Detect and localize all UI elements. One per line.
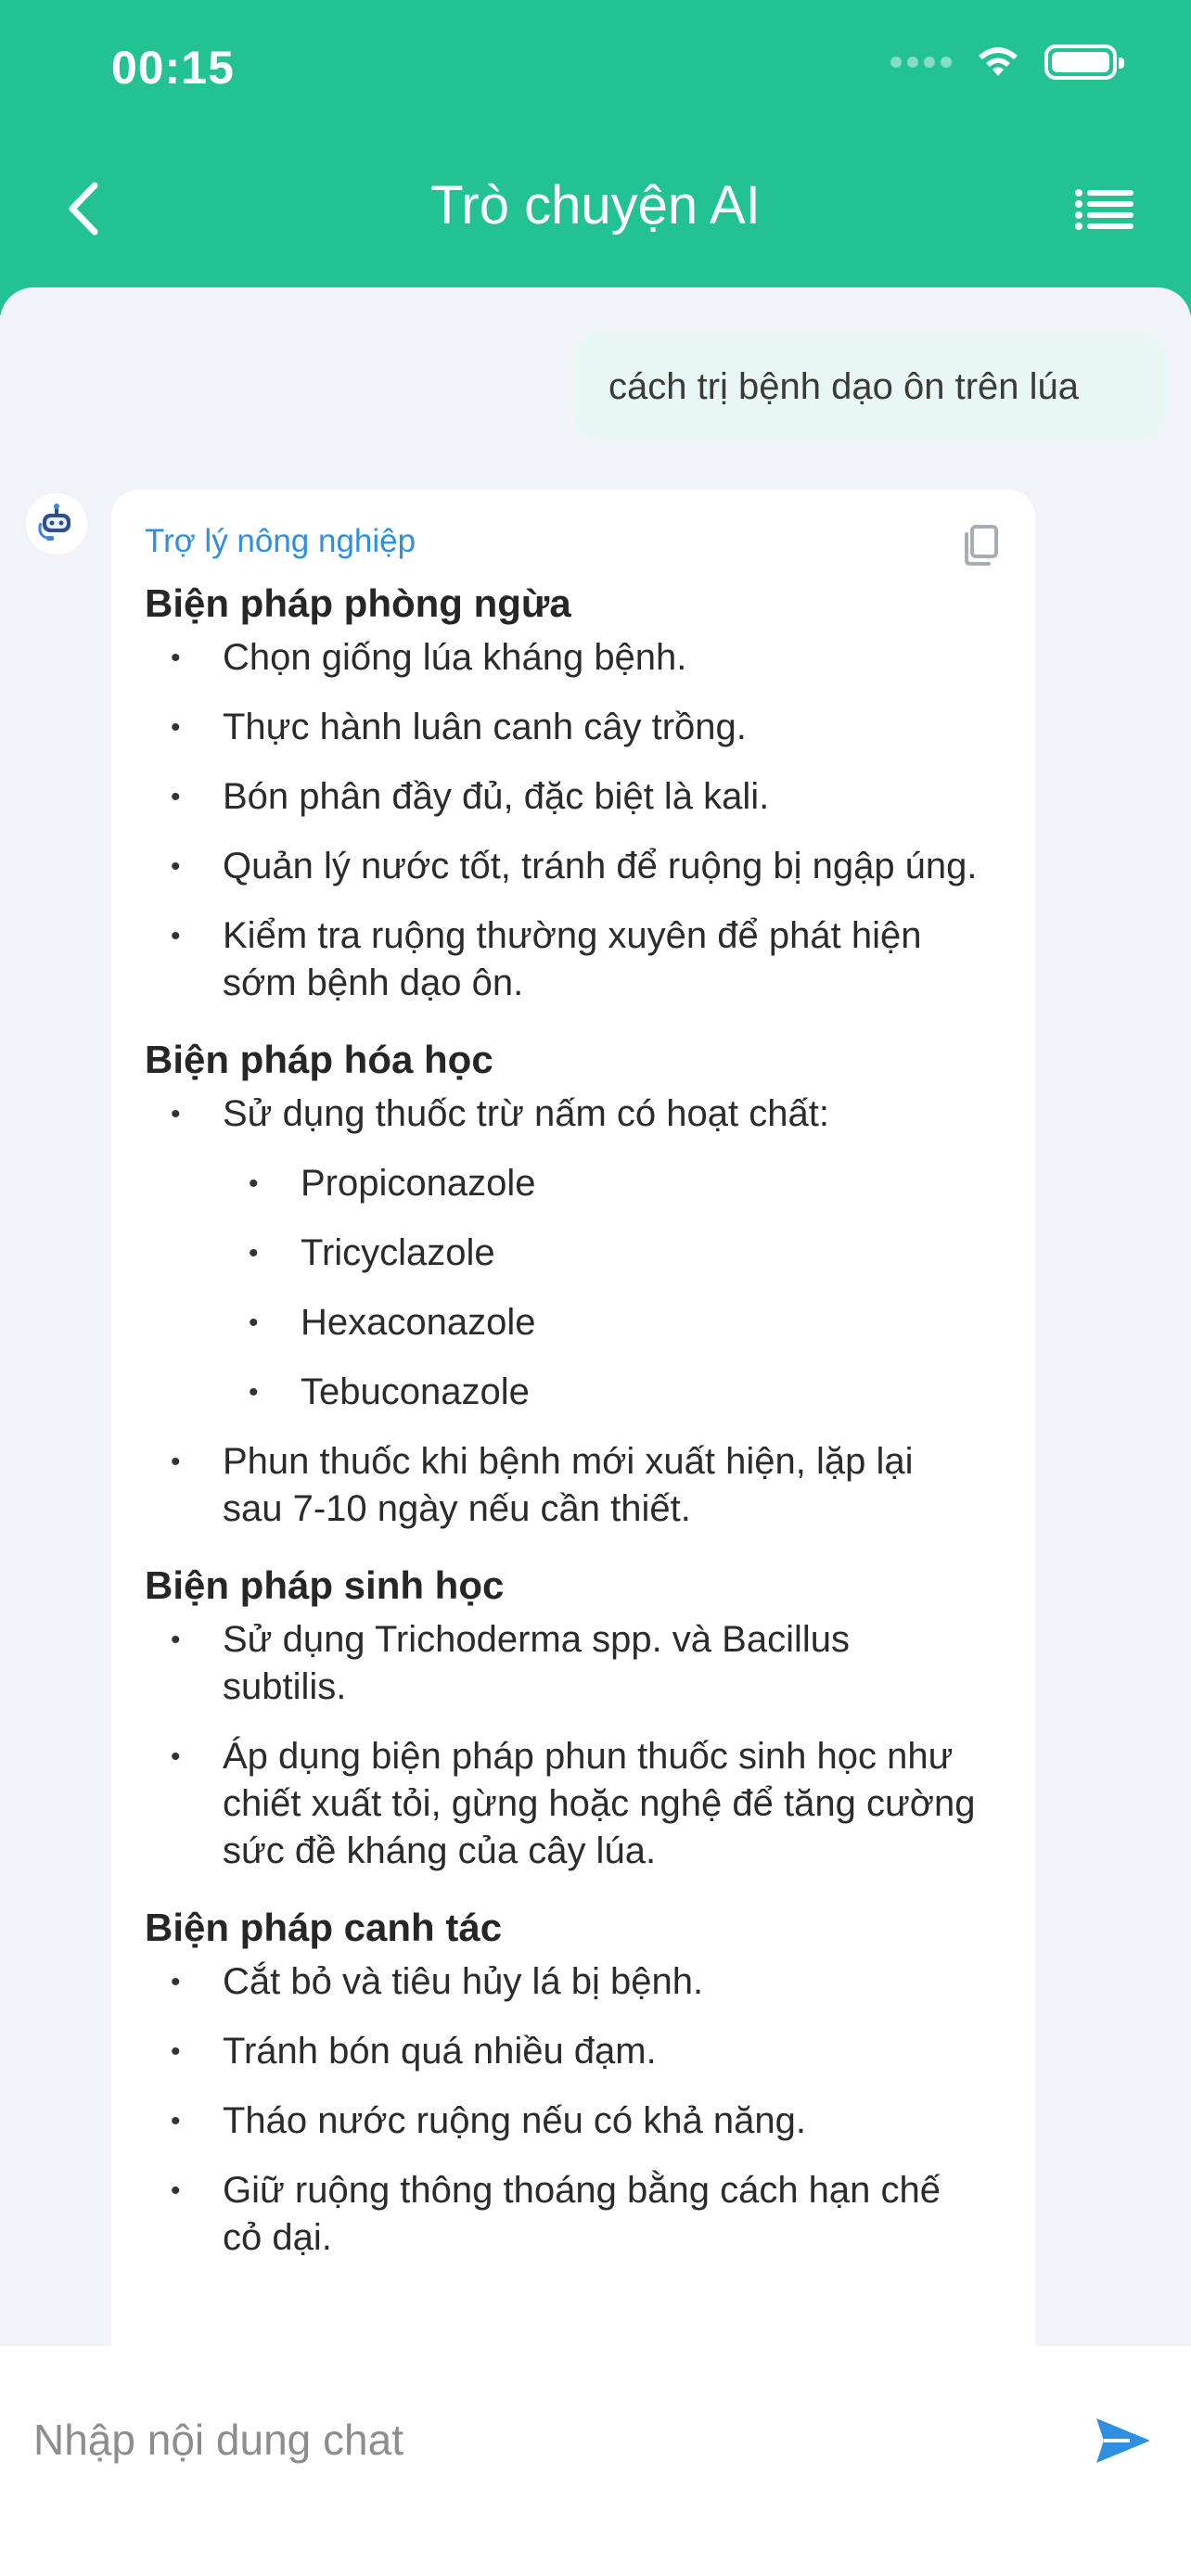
section-title: Biện pháp hóa học (145, 1038, 493, 1081)
copy-button[interactable] (959, 523, 1000, 567)
chat-area[interactable] (0, 287, 1191, 2346)
section-title: Biện pháp phòng ngừa (145, 581, 571, 625)
robot-icon (33, 501, 80, 547)
user-message-bubble (573, 332, 1167, 441)
list-item: • Bón phân đầy đủ, đặc biệt là kali. (145, 773, 1002, 821)
list-item: • Giữ ruộng thông thoáng bằng cách hạn chế cỏ dại. (145, 2167, 1002, 2262)
list-item: • Quản lý nước tốt, tránh để ruộng bị ngập úng. (145, 843, 1002, 890)
chat-input-bar (0, 2346, 1191, 2576)
wifi-icon (976, 45, 1020, 80)
send-icon (1093, 2413, 1154, 2468)
sub-bullet-list (145, 1160, 1002, 1416)
list-item: • Kiểm tra ruộng thường xuyên để phát hiện sớm bệnh dạo ôn. (145, 912, 1002, 1007)
copy-icon (959, 523, 1000, 567)
page-title: Trò chuyện AI (430, 175, 761, 236)
sub-list-item: • Propiconazole (145, 1160, 1002, 1207)
user-message-text: cách trị bệnh dạo ôn trên lúa (608, 365, 1080, 407)
battery-icon (1044, 45, 1117, 80)
cellular-signal-icon (890, 57, 952, 68)
sub-list-item: • Tebuconazole (145, 1369, 1002, 1416)
sub-list-item: • Hexaconazole (145, 1299, 1002, 1346)
assistant-message-card (111, 490, 1035, 2346)
list-item: • Phun thuốc khi bệnh mới xuất hiện, lặp lại sau 7-10 ngày nếu cần thiết. (145, 1438, 1002, 1533)
send-button[interactable] (1093, 2413, 1154, 2468)
bullet-list (145, 1958, 1002, 2262)
assistant-avatar (26, 493, 87, 555)
bullet-list (145, 1090, 1002, 1138)
section-title: Biện pháp canh tác (145, 1906, 503, 1949)
chat-input[interactable] (33, 2389, 1054, 2491)
list-item: • Tránh bón quá nhiều đạm. (145, 2028, 1002, 2075)
sub-list-item: • Tricyclazole (145, 1230, 1002, 1277)
section-title: Biện pháp sinh học (145, 1563, 505, 1607)
assistant-name: Trợ lý nông nghiệp (145, 523, 416, 559)
list-item: • Chọn giống lúa kháng bệnh. (145, 634, 1002, 682)
list-item: • Tháo nước ruộng nếu có khả năng. (145, 2098, 1002, 2145)
bullet-list (145, 1438, 1002, 1533)
list-item: • Sử dụng Trichoderma spp. và Bacillus subtilis. (145, 1616, 1002, 1711)
list-item: • Thực hành luân canh cây trồng. (145, 704, 1002, 751)
app-header (0, 0, 1191, 315)
list-item: • Sử dụng thuốc trừ nấm có hoạt chất: (145, 1090, 1002, 1138)
menu-button[interactable] (1072, 184, 1137, 234)
bullet-list (145, 1616, 1002, 1875)
status-icons (890, 45, 1117, 80)
list-item: • Cắt bỏ và tiêu hủy lá bị bệnh. (145, 1958, 1002, 2006)
list-icon (1072, 184, 1137, 234)
status-time: 00:15 (111, 42, 235, 94)
list-item: • Áp dụng biện pháp phun thuốc sinh học như chiết xuất tỏi, gừng hoặc nghệ để tăng cường sức đề kháng của cây lúa. (145, 1733, 1002, 1875)
bullet-list (145, 634, 1002, 1007)
